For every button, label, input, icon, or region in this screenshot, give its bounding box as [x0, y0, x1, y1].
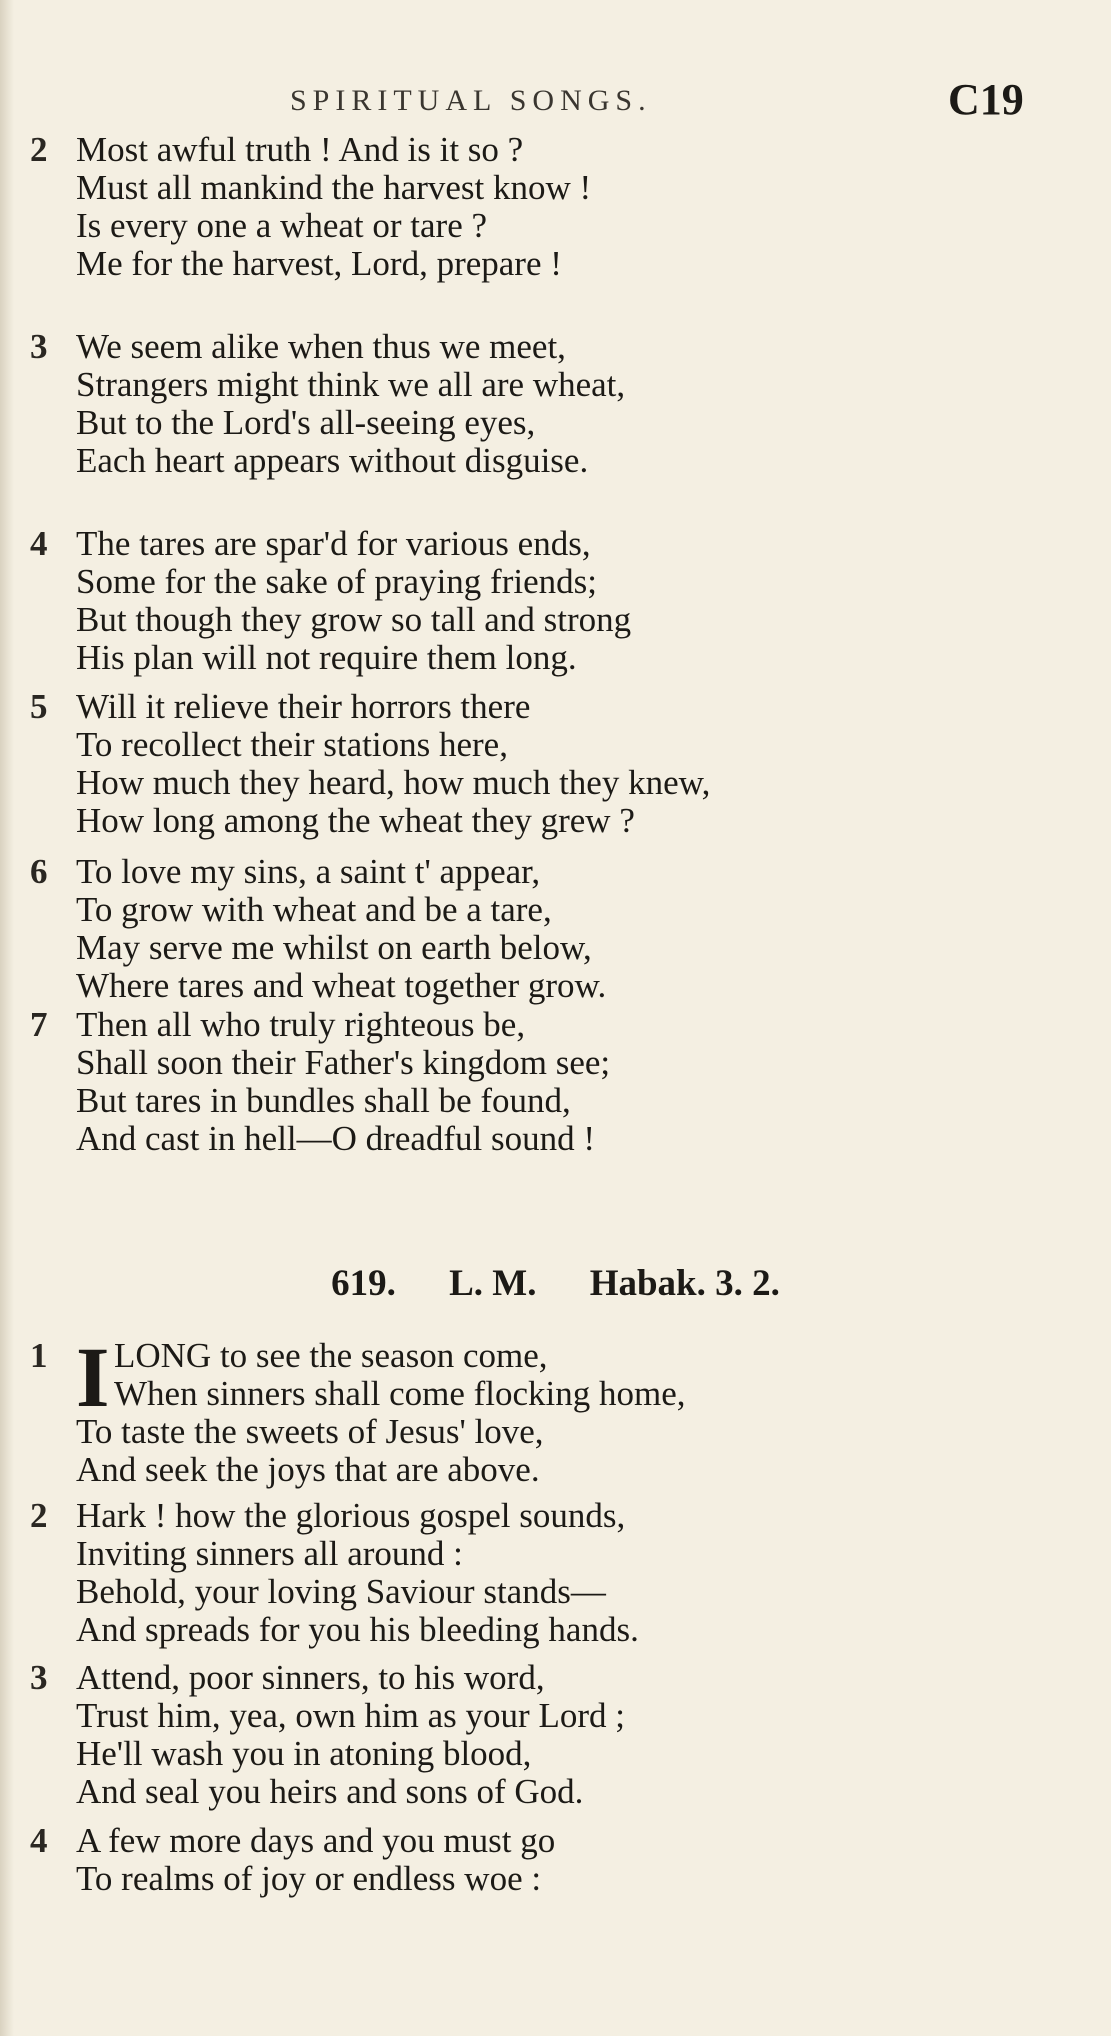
stanza-number: 2	[30, 130, 48, 169]
verse-line: And spreads for you his bleeding hands.	[76, 1610, 639, 1649]
verse-line: A few more days and you must go	[76, 1821, 556, 1860]
stanza-number: 6	[30, 852, 48, 891]
stanza-number: 5	[30, 687, 48, 726]
verse-line: Shall soon their Father's kingdom see;	[76, 1043, 611, 1082]
stanza-6	[30, 853, 1100, 1005]
stanza-3	[30, 1659, 1100, 1811]
verse-line: Behold, your loving Saviour stands—	[76, 1572, 606, 1611]
verse-line: Me for the harvest, Lord, prepare !	[76, 244, 562, 283]
drop-cap: I	[76, 1329, 110, 1425]
verse-line: Most awful truth ! And is it so ?	[76, 130, 524, 169]
verse-line: Attend, poor sinners, to his word,	[76, 1658, 545, 1697]
verse-line: Will it relieve their horrors there	[76, 687, 531, 726]
verse-line: LONG to see the season come,	[114, 1336, 548, 1375]
page-gutter-shadow	[0, 0, 14, 2036]
running-title: SPIRITUAL SONGS.	[290, 84, 652, 117]
verse-line: Then all who truly righteous be,	[76, 1005, 526, 1044]
verse-line: We seem alike when thus we meet,	[76, 327, 566, 366]
verse-line: Some for the sake of praying friends;	[76, 562, 597, 601]
scripture-reference: Habak. 3. 2.	[589, 1263, 780, 1304]
verse-line: But tares in bundles shall be found,	[76, 1081, 571, 1120]
stanza-7	[30, 1006, 1100, 1158]
verse-line: To recollect their stations here,	[76, 725, 508, 764]
verse-line: Hark ! how the glorious gospel sounds,	[76, 1496, 626, 1535]
verse-line: May serve me whilst on earth below,	[76, 928, 592, 967]
hymn-meter: L. M.	[449, 1263, 537, 1304]
stanza-number: 1	[30, 1336, 48, 1375]
verse-line: But though they grow so tall and strong	[76, 600, 632, 639]
verse-line: How long among the wheat they grew ?	[76, 801, 635, 840]
verse-line: Strangers might think we all are wheat,	[76, 365, 626, 404]
stanza-number: 4	[30, 524, 48, 563]
verse-line: The tares are spar'd for various ends,	[76, 524, 591, 563]
hymn-number: 619.	[331, 1263, 396, 1304]
stanza-number: 3	[30, 327, 48, 366]
stanza-3	[30, 328, 1100, 480]
stanza-2	[30, 131, 1100, 283]
stanza-number: 3	[30, 1658, 48, 1697]
stanza-number: 7	[30, 1005, 48, 1044]
verse-line: To love my sins, a saint t' appear,	[76, 852, 541, 891]
stanza-5	[30, 688, 1100, 840]
verse-line: To realms of joy or endless woe :	[76, 1859, 542, 1898]
verse-line: Must all mankind the harvest know !	[76, 168, 592, 207]
verse-line: But to the Lord's all-seeing eyes,	[76, 403, 536, 442]
verse-line: To grow with wheat and be a tare,	[76, 890, 552, 929]
verse-line: When sinners shall come flocking home,	[114, 1374, 686, 1413]
verse-line: Trust him, yea, own him as your Lord ;	[76, 1696, 625, 1735]
verse-line: Inviting sinners all around :	[76, 1534, 463, 1573]
verse-line: Each heart appears without disguise.	[76, 441, 589, 480]
verse-line: Is every one a wheat or tare ?	[76, 206, 488, 245]
stanza-number: 4	[30, 1821, 48, 1860]
verse-line: He'll wash you in atoning blood,	[76, 1734, 532, 1773]
verse-line: And cast in hell—O dreadful sound !	[76, 1119, 596, 1158]
page-number: C19	[948, 75, 1024, 124]
verse-line: Where tares and wheat together grow.	[76, 966, 607, 1005]
stanza-1	[30, 1329, 1100, 1489]
stanza-2	[30, 1497, 1100, 1649]
verse-line: His plan will not require them long.	[76, 638, 577, 677]
stanza-number: 2	[30, 1496, 48, 1535]
stanza-4	[30, 1822, 1100, 1898]
verse-line: And seek the joys that are above.	[76, 1450, 540, 1489]
stanza-4	[30, 525, 1100, 677]
verse-line: And seal you heirs and sons of God.	[76, 1772, 584, 1811]
verse-line: How much they heard, how much they knew,	[76, 763, 711, 802]
verse-line: To taste the sweets of Jesus' love,	[76, 1412, 544, 1451]
hymn-heading	[0, 1262, 1111, 1305]
